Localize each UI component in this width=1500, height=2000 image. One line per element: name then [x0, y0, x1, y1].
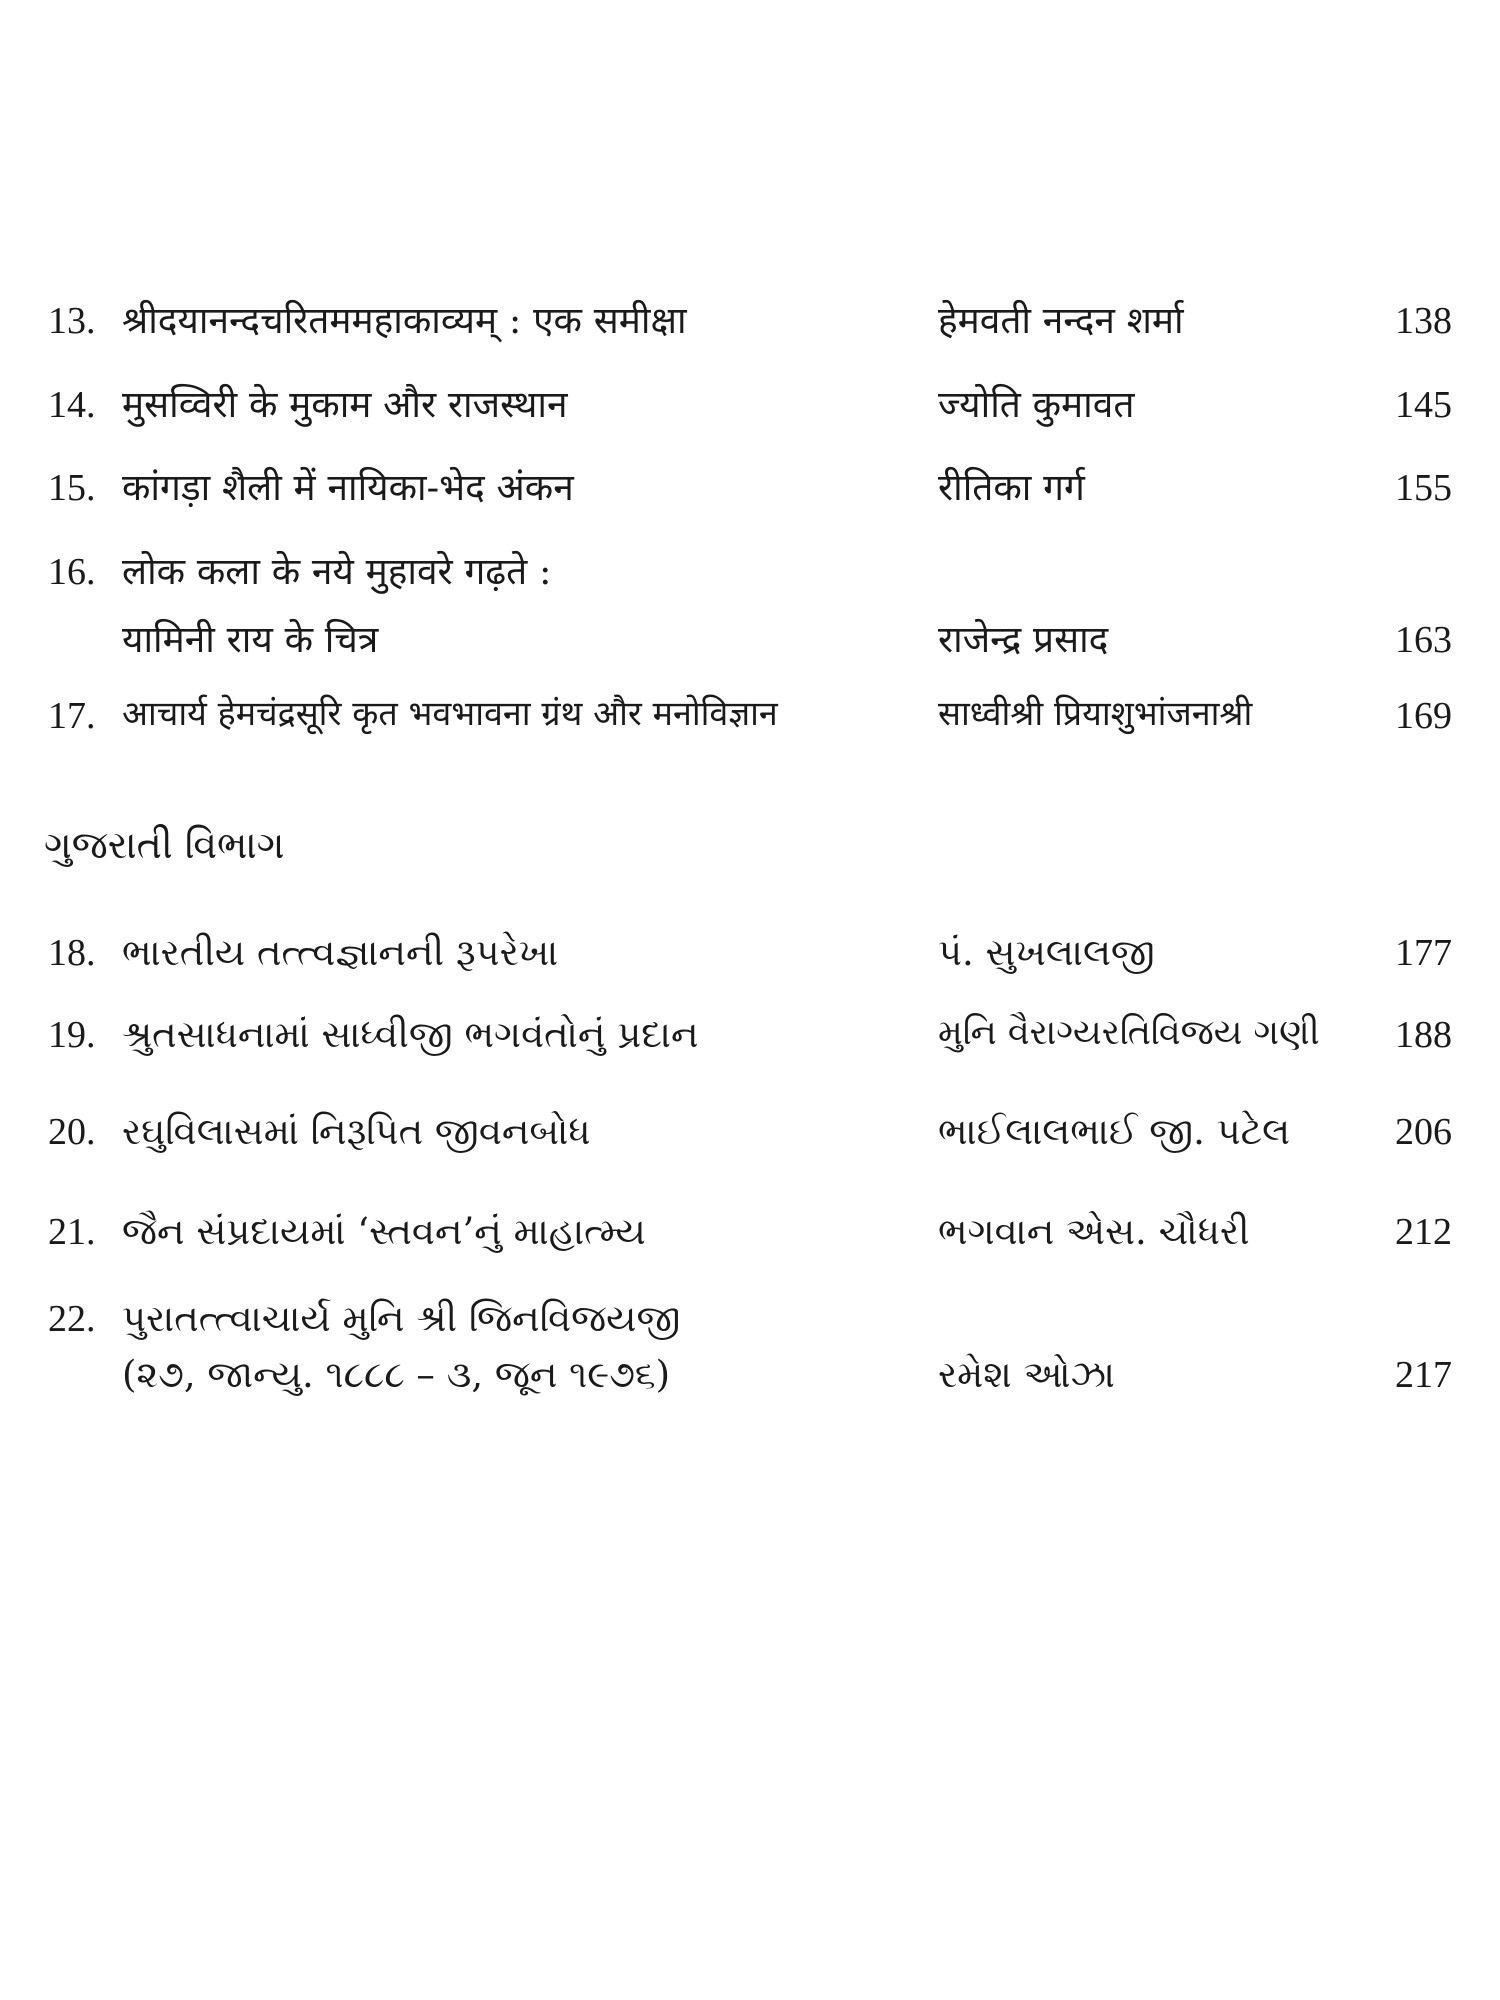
entry-page-number: 169	[1395, 695, 1452, 737]
entry-number: 16.	[48, 551, 96, 593]
entry-author: પં. સુખલાલજી	[938, 931, 1155, 974]
entry-title-continuation: (૨૭, જાન્યુ. ૧૮૮૮ – ૩, જૂન ૧૯૭૬)	[122, 1353, 671, 1396]
entry-number: 21.	[48, 1211, 96, 1253]
entry-number: 15.	[48, 467, 96, 509]
entry-author: ભગવાન એસ. ચૌધરી	[938, 1210, 1250, 1253]
entry-title: मुसव्विरी के मुकाम और राजस्थान	[122, 383, 568, 426]
entry-page-number: 206	[1395, 1111, 1452, 1153]
entry-title: પુરાતત્ત્વાચાર્ય મુનિ શ્રી જિનવિજયજી	[122, 1297, 681, 1340]
entry-page-number: 138	[1395, 300, 1452, 342]
entry-number: 17.	[48, 695, 96, 737]
entry-author: ज्योति कुमावत	[938, 383, 1135, 426]
entry-author: साध्वीश्री प्रियाशुभांजनाश्री	[938, 694, 1253, 734]
entry-author: हेमवती नन्दन शर्मा	[938, 299, 1184, 342]
entry-title: आचार्य हेमचंद्रसूरि कृत भवभावना ग्रंथ और मनोविज्ञान	[122, 694, 778, 734]
entry-author: रीतिका गर्ग	[938, 466, 1085, 509]
entry-number: 18.	[48, 932, 96, 974]
entry-page-number: 155	[1395, 467, 1452, 509]
entry-author: राजेन्द्र प्रसाद	[938, 618, 1109, 661]
entry-title: ભારતીય તત્ત્વજ્ઞાનની રૂપરેખા	[122, 931, 559, 974]
entry-author: મુનિ વૈરાગ્યરતિવિજય ગણી	[938, 1013, 1320, 1053]
entry-author: રમેશ ઓઝા	[938, 1353, 1115, 1396]
entry-title: રઘુવિલાસમાં નિરૂપિત જીવનબોધ	[122, 1110, 591, 1153]
entry-number: 14.	[48, 384, 96, 426]
entry-title: શ્રુતસાધનામાં સાધ્વીજી ભગવંતોનું પ્રદાન	[122, 1013, 699, 1056]
entry-number: 19.	[48, 1014, 96, 1056]
entry-title-continuation: यामिनी राय के चित्र	[122, 618, 379, 661]
entry-title: लोक कला के नये मुहावरे गढ़ते :	[122, 550, 552, 593]
entry-page-number: 188	[1395, 1014, 1452, 1056]
entry-title: कांगड़ा शैली में नायिका-भेद अंकन	[122, 466, 574, 509]
entry-title: જૈન સંપ્રદાયમાં ‘સ્તવન’નું માહાત્મ્ય	[122, 1210, 646, 1253]
entry-page-number: 212	[1395, 1211, 1452, 1253]
entry-page-number: 163	[1395, 619, 1452, 661]
entry-number: 13.	[48, 300, 96, 342]
entry-page-number: 177	[1395, 932, 1452, 974]
section-heading-gujarati: ગુજરાતી વિભાગ	[44, 823, 285, 867]
entry-page-number: 145	[1395, 384, 1452, 426]
entry-number: 22.	[48, 1298, 96, 1340]
entry-title: श्रीदयानन्दचरितममहाकाव्यम् : एक समीक्षा	[122, 299, 687, 342]
entry-page-number: 217	[1395, 1354, 1452, 1396]
entry-number: 20.	[48, 1111, 96, 1153]
entry-author: ભાઈલાલભાઈ જી. પટેલ	[938, 1110, 1291, 1153]
